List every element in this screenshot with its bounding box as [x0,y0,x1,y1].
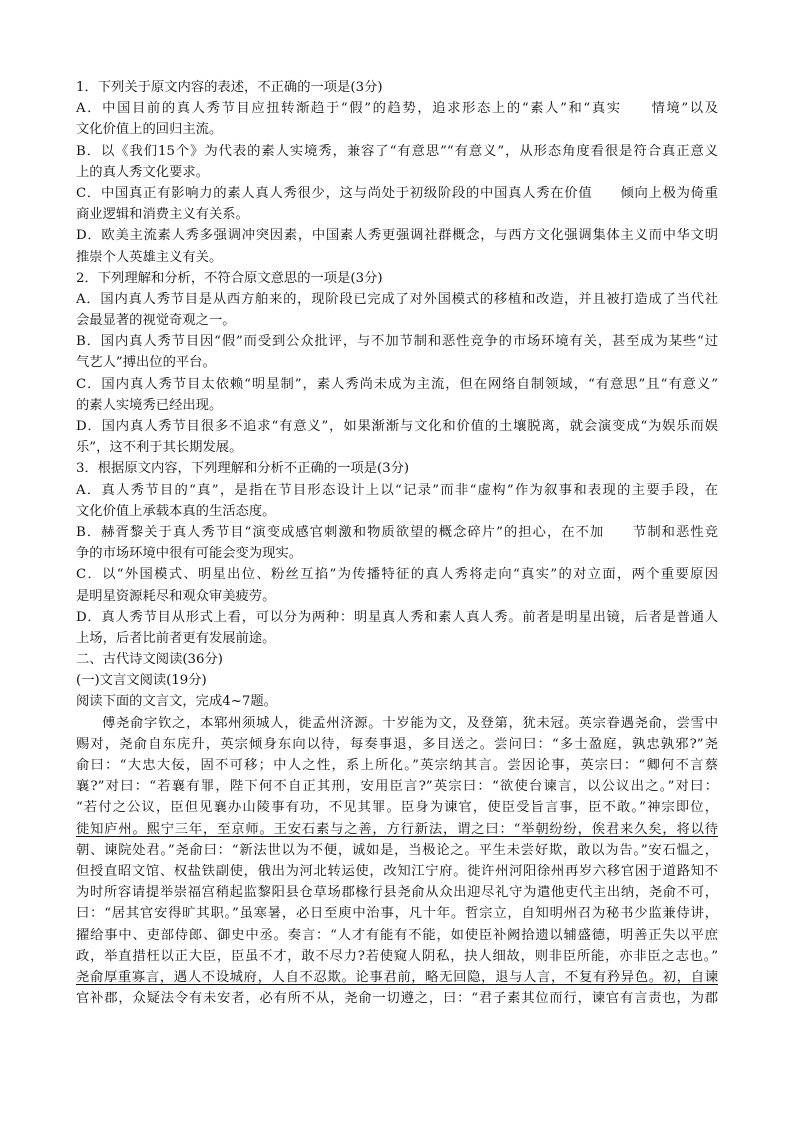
text-line: 乐”，这不利于其长期发展。 [76,440,243,456]
text-line: D．真人秀节目从形式上看，可以分为两种：明星真人秀和素人真人秀。前者是明星出镜，后者是普通人 [76,609,718,625]
text-line: 官补郡，众疑法令有未安者，必有所不从，尧俞一切遵之，曰：“君子素其位而行，谏官有言责也，为郡 [76,991,718,1007]
text-line: 擢给事中、吏部侍郎、御史中丞。奏言：“人才有能有不能，如使臣补阙拾遗以辅盛德，明善正失以平庶 [76,927,718,943]
text-line: 上场，后者比前者更有发展前途。 [76,630,276,646]
text-line: 会最显著的视觉奇观之一。 [76,313,236,329]
text-line: 政，举直措枉以正大臣，臣虽不才，敢不尽力?若使窥人阴私，抉人细故，则非臣所能，亦非臣之志也。” [76,948,718,964]
text-line: 商业逻辑和消费主义有关系。 [76,207,249,223]
text-line: 徙知庐州。熙宁三年，至京师。王安石素与之善，方行新法，谓之曰：“举朝纷纷，俟君来久矣，将以待 [76,821,718,837]
text-line: B．国内真人秀节目因“假”而受到公众批评，与不加节制和恶性竞争的市场环境有关，甚至成为某些“过 [76,334,718,350]
text-line: 尧俞厚重寡言，遇人不设城府，人自不忍欺。论事君前，略无回隐，退与人言，不复有矜异色。初，自谏 [76,969,718,985]
text-line: 朝、谏院处君。”尧俞曰：“新法世以为不便，诚如是，当极论之。平生未尝好欺，敢以为告。”安石愠之， [76,842,718,858]
text-line: 推崇个人英雄主义有关。 [76,249,223,265]
text-line: “若付之公议，臣但见襄办山陵事有功，不见其罪。臣身为谏官，使臣受旨言事，臣不敢。”神宗即位， [76,800,718,816]
text-line: 争的市场环境中很有可能会变为现实。 [76,546,303,562]
text-line: 曰：“居其官安得旷其职。”虽寒暑，必日至庾中治事，凡十年。哲宗立，自知明州召为秘书少监兼侍讲， [76,906,718,922]
text-line: 气艺人”搏出位的平台。 [76,355,216,371]
text-line: B．赫胥黎关于真人秀节目“演变成感官刺激和物质欲望的概念碎片”的担心，在不加 节制和恶性竞 [76,524,718,540]
text-line: 襄?”对曰：“若襄有罪，陛下何不自正其刑，安用臣言?”英宗曰：“欲使台谏言，以公议出之。”对曰： [76,779,718,795]
text-line: 阅读下面的文言文，完成4~7题。 [76,694,277,710]
text-line: A．真人秀节目的“真”，是指在节目形态设计上以“记录”而非“虚构”作为叙事和表现的主要手段，在 [76,482,718,498]
text-line: 文化价值上承载本真的生活态度。 [76,503,276,519]
text-line: B．以《我们15个》为代表的素人实境秀，兼容了“有意思”“有意义”，从形态角度看很是符合真正意义 [76,143,718,159]
text-line: 2．下列理解和分析，不符合原文意思的一项是(3分) [76,270,383,286]
text-line: 上的真人秀文化要求。 [76,164,209,180]
text-line: A．中国目前的真人秀节目应扭转渐趋于“假”的趋势，追求形态上的“素人”和“真实 情境”以及 [76,101,718,117]
text-line: 赐对，尧俞自东庑升，英宗倾身东向以待，每奏事退，多目送之。尝问曰：“多士盈庭，孰忠孰邪?”尧 [76,736,718,752]
text-line: 文化价值上的回归主流。 [76,122,223,138]
text-line: C．中国真正有影响力的素人真人秀很少，这与尚处于初级阶段的中国真人秀在价值 倾向上极为倚重 [76,185,718,201]
text-line: C．以“外国模式、明星出位、粉丝互掐”为传播特征的真人秀将走向“真实”的对立面，两个重要原因 [76,567,718,583]
document-body [76,77,718,1009]
text-line: 为时所容请提举崇福宫稍起监黎阳县仓草场郡椽行县尧俞从众出迎尽礼守为遣他吏代主出纳，尧俞不可， [76,885,718,901]
text-line: A．国内真人秀节目是从西方舶来的，现阶段已完成了对外国模式的移植和改造，并且被打造成了当代社 [76,291,718,307]
text-line: C．国内真人秀节目太依赖“明星制”，素人秀尚未成为主流，但在网络自制领域，“有意思”且“有意义” [76,376,718,392]
text-line: 是明星资源耗尽和观众审美疲劳。 [76,588,276,604]
text-line: 3．根据原文内容，下列理解和分析不正确的一项是(3分) [76,461,410,477]
text-line: (一)文言文阅读(19分) [76,673,207,689]
text-line: 二、古代诗文阅读(36分) [76,652,223,668]
text-line: D．欧美主流素人秀多强调冲突因素，中国素人秀更强调社群概念，与西方文化强调集体主义而中华文明 [76,228,718,244]
text-line: 傅尧俞字钦之，本郓州须城人，徙孟州济源。十岁能为文，及登第，犹未冠。英宗眷遇尧俞，尝雪中 [102,715,718,731]
text-line: 的素人实境秀已经出现。 [76,397,223,413]
text-line: 俞曰：“大忠大佞，固不可移；中人之性，系上所化。”英宗纳其言。尝因论事，英宗曰：“卿何不言蔡 [76,758,718,773]
text-line: 1．下列关于原文内容的表述，不正确的一项是(3分) [76,80,383,95]
text-line: D．国内真人秀节目很多不追求“有意义”，如果渐渐与文化和价值的土壤脱离，就会演变成“为娱乐而娱 [76,419,718,434]
text-line: 但授直昭文馆、权盐铁副使，俄出为河北转运使，改知江宁府。徙许州河阳徐州再岁六移官困于道路知不 [76,863,718,879]
